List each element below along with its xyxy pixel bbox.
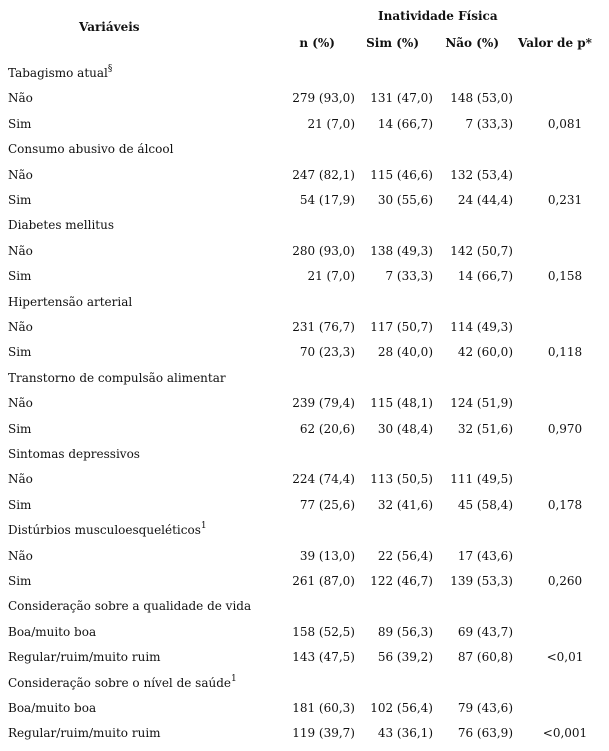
cell-p-value: 0,231 [547,193,583,207]
cell-n: 280 (93,0) [292,243,355,258]
cell-n: 247 (82,1) [292,167,355,182]
cell-sim: 115 (48,1) [370,396,433,411]
row-label: Não [8,548,33,563]
row-label: Não [8,91,33,106]
row-label: Sim [8,116,32,131]
cell-nao: 114 (49,3) [450,320,513,334]
row-label: Não [8,167,33,182]
cell-p-value: 0,178 [547,497,583,512]
table-row [0,625,609,645]
cell-nao: 42 (60,0) [457,345,513,360]
row-label: Sim [8,193,32,207]
row-label: Sim [8,345,32,360]
cell-n: 239 (79,4) [292,396,355,411]
table-row [0,320,609,340]
cell-nao: 87 (60,8) [457,650,513,665]
group-header-row [0,218,609,238]
group-title [8,447,140,461]
table-row [0,396,609,416]
group-title-text: Distúrbios musculoesqueléticos [8,523,201,538]
cell-n: 143 (47,5) [292,650,355,665]
table-row [0,574,609,594]
cell-n: 70 (23,3) [299,345,355,360]
cell-n: 231 (76,7) [292,320,355,334]
cell-nao: 24 (44,4) [457,193,513,207]
row-label: Não [8,472,33,487]
cell-p-value: <0,001 [542,726,588,741]
row-label: Boa/muito boa [8,701,97,715]
cell-n: 62 (20,6) [299,421,355,436]
group-header-row [0,447,609,467]
table-row [0,701,609,721]
cell-sim: 56 (39,2) [377,650,433,665]
cell-n: 77 (25,6) [299,497,355,512]
group-header-row [0,523,609,543]
row-label: Não [8,320,33,334]
cell-sim: 7 (33,3) [385,269,433,284]
row-label: Boa/muito boa [8,624,97,639]
cell-nao: 139 (53,3) [450,574,513,588]
group-header-row [0,295,609,315]
cell-sim: 122 (46,7) [370,574,433,588]
cell-nao: 7 (33,3) [465,116,513,131]
footnote-marker: § [107,64,113,74]
cell-p-value: 0,970 [547,421,583,436]
cell-n: 279 (93,0) [292,91,355,106]
group-title [8,523,207,537]
cell-sim: 22 (56,4) [377,548,433,563]
cell-sim: 89 (56,3) [377,624,433,639]
table-row [0,193,609,213]
row-label: Não [8,243,33,258]
group-header-row [0,66,609,86]
cell-p-value: <0,01 [546,650,584,665]
cell-sim: 28 (40,0) [377,345,433,360]
table-row [0,472,609,492]
table-row [0,549,609,569]
cell-n: 261 (87,0) [292,574,355,588]
group-header-row [0,371,609,391]
group-title-text: Consideração sobre o nível de saúde [8,675,231,690]
cell-nao: 111 (49,5) [450,472,513,487]
cell-n: 119 (39,7) [292,726,355,741]
cell-nao: 79 (43,6) [457,701,513,715]
group-header-row [0,142,609,162]
cell-sim: 14 (66,7) [377,116,433,131]
cell-n: 21 (7,0) [307,269,355,284]
row-label: Regular/ruim/muito ruim [8,650,161,665]
group-title-text: Tabagismo atual [8,66,108,80]
table-row [0,91,609,111]
table-row [0,244,609,264]
footnote-marker: 1 [200,521,207,532]
cell-sim: 30 (55,6) [377,193,433,207]
group-title [8,218,114,232]
header-sim: Sim (%) [366,36,419,50]
group-title [8,673,237,690]
cell-sim: 138 (49,3) [370,243,433,258]
cell-n: 21 (7,0) [307,116,355,131]
cell-sim: 32 (41,6) [377,497,433,512]
table-row [0,117,609,137]
cell-nao: 76 (63,9) [457,726,513,741]
group-title [8,142,173,156]
cell-sim: 113 (50,5) [370,472,433,487]
cell-p-value: 0,081 [547,116,583,131]
cell-n: 181 (60,3) [292,701,355,715]
group-title-text: Diabetes mellitus [8,218,114,233]
cell-nao: 142 (50,7) [450,243,513,258]
table-row [0,650,609,670]
cell-n: 54 (17,9) [299,193,355,207]
cell-nao: 69 (43,7) [457,624,513,639]
cell-sim: 115 (46,6) [370,167,433,182]
cell-p-value: 0,158 [547,269,583,284]
group-title-text: Sintomas depressivos [8,447,140,461]
group-title-text: Hipertensão arterial [8,294,133,309]
header-n: n (%) [299,36,335,50]
cell-p-value: 0,260 [547,574,583,588]
cell-nao: 14 (66,7) [457,269,513,284]
table-row [0,498,609,518]
group-title-text: Consideração sobre a qualidade de vida [8,599,252,614]
header-group: Inatividade Física [378,9,498,23]
table-row [0,269,609,289]
group-title [8,599,251,613]
cell-nao: 132 (53,4) [450,167,513,182]
cell-p-value: 0,118 [547,345,583,360]
group-header-row [0,673,609,696]
row-label: Regular/ruim/muito ruim [8,726,161,741]
cell-sim: 102 (56,4) [370,701,433,715]
cell-n: 158 (52,5) [292,624,355,639]
row-label: Sim [8,269,32,284]
cell-sim: 117 (50,7) [370,320,433,334]
cell-nao: 32 (51,6) [457,421,513,436]
cell-nao: 45 (58,4) [457,497,513,512]
cell-nao: 148 (53,0) [450,91,513,106]
table-row [0,345,609,365]
cell-sim: 30 (48,4) [377,421,433,436]
header-p-value: Valor de p* [518,36,592,50]
footnote-marker: 1 [231,673,237,684]
table-row [0,726,609,746]
cell-n: 39 (13,0) [299,548,355,563]
cell-n: 224 (74,4) [292,472,355,487]
cell-sim: 43 (36,1) [377,726,433,741]
header-nao: Não (%) [445,36,499,50]
cell-nao: 124 (51,9) [450,396,513,411]
group-title [8,295,132,309]
row-label: Sim [8,421,32,436]
header-variables: Variáveis [79,20,140,34]
row-label: Não [8,396,33,411]
cell-sim: 131 (47,0) [370,91,433,106]
group-header-row [0,599,609,619]
table-row [0,422,609,442]
group-title [8,371,226,385]
cell-nao: 17 (43,6) [457,548,513,563]
group-title [8,66,112,80]
table-row [0,168,609,188]
group-title-text: Transtorno de compulsão alimentar [8,370,226,385]
row-label: Sim [8,497,32,512]
row-label: Sim [8,574,32,588]
group-title-text: Consumo abusivo de álcool [8,142,174,157]
